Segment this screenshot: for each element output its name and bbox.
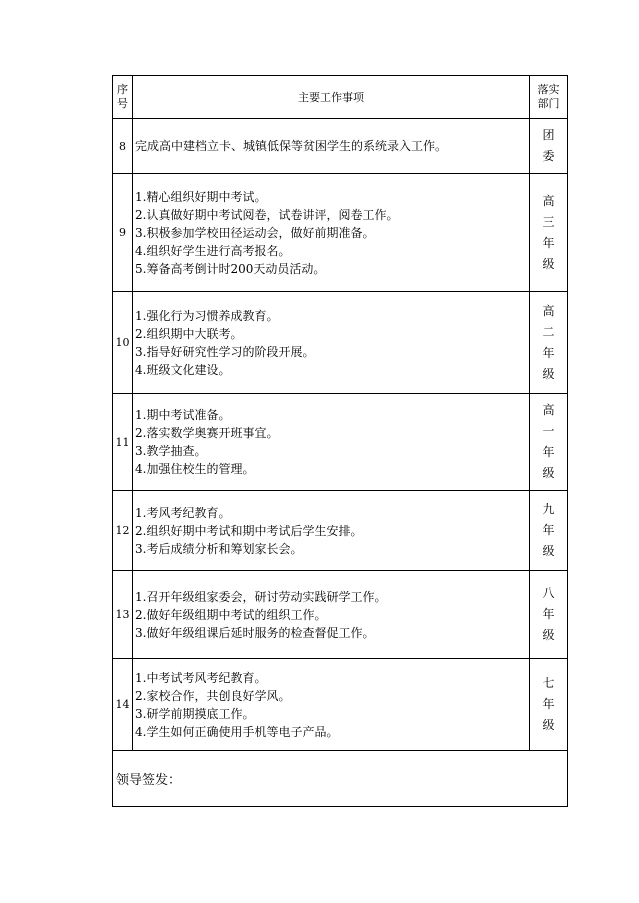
work-item: 5.筹备高考倒计时200天动员活动。 — [135, 261, 326, 276]
work-item: 3.做好年级组课后延时服务的检查督促工作。 — [135, 625, 375, 640]
work-item: 3.教学抽查。 — [135, 444, 207, 458]
table-row — [113, 394, 568, 491]
work-item: 2.认真做好期中考试阅卷，试卷讲评，阅卷工作。 — [135, 207, 399, 222]
row-seq-number: 9 — [113, 174, 133, 292]
work-item: 1.考风考纪教育。 — [135, 505, 231, 520]
signature-row — [113, 751, 568, 807]
work-item: 1.期中考试准备。 — [135, 408, 231, 422]
row-department — [530, 174, 568, 292]
row-department — [530, 394, 568, 491]
row-department — [530, 119, 568, 174]
row-department — [530, 571, 568, 659]
row-department — [530, 659, 568, 751]
header-main-items: 主要工作事项 — [133, 76, 530, 119]
row-work-items — [133, 394, 530, 491]
work-item: 4.组织好学生进行高考报名。 — [135, 243, 291, 258]
table-header-row — [113, 76, 568, 119]
table-row — [113, 659, 568, 751]
row-work-items — [133, 174, 530, 292]
work-item: 3.考后成绩分析和筹划家长会。 — [135, 541, 303, 556]
row-work-items — [133, 292, 530, 394]
signature-cell — [113, 751, 568, 807]
work-item: 4.学生如何正确使用手机等电子产品。 — [135, 724, 339, 739]
row-seq-number: 13 — [113, 571, 133, 659]
work-item: 2.组织期中大联考。 — [135, 326, 243, 341]
department-label: 高 二 年 级 — [542, 303, 555, 381]
work-item: 3.指导好研究性学习的阶段开展。 — [135, 344, 315, 359]
table-row — [113, 119, 568, 174]
row-work-items — [133, 119, 530, 174]
work-item: 1.召开年级组家委会，研讨劳动实践研学工作。 — [135, 589, 387, 604]
work-item: 3.积极参加学校田径运动会，做好前期准备。 — [135, 225, 375, 240]
row-seq-number: 11 — [113, 394, 133, 491]
table-row — [113, 571, 568, 659]
work-item: 4.加强住校生的管理。 — [135, 462, 255, 476]
work-item: 4.班级文化建设。 — [135, 362, 231, 377]
row-work-items — [133, 659, 530, 751]
row-work-items — [133, 491, 530, 571]
department-label: 高 三 年 级 — [542, 193, 555, 271]
header-department — [530, 76, 568, 119]
row-seq-number: 10 — [113, 292, 133, 394]
table-row — [113, 491, 568, 571]
table-row — [113, 292, 568, 394]
header-seq-label: 序 号 — [117, 83, 128, 110]
department-label: 高 一 年 级 — [542, 403, 555, 480]
work-item: 1.精心组织好期中考试。 — [135, 189, 267, 204]
row-department — [530, 292, 568, 394]
row-work-items — [133, 571, 530, 659]
work-item: 3.研学前期摸底工作。 — [135, 706, 255, 721]
department-label: 九 年 级 — [542, 502, 555, 558]
department-label: 八 年 级 — [542, 586, 555, 642]
department-label: 七 年 级 — [542, 676, 555, 732]
department-label: 团 委 — [542, 128, 555, 163]
row-seq-number: 14 — [113, 659, 133, 751]
work-item: 1.中考试考风考纪教育。 — [135, 670, 267, 685]
work-item: 1.强化行为习惯养成教育。 — [135, 308, 279, 323]
header-seq-number — [113, 76, 133, 119]
leader-signature-label: 领导签发： — [116, 773, 182, 788]
work-plan-table — [112, 75, 568, 807]
row-seq-number: 12 — [113, 491, 133, 571]
work-item: 2.落实数学奥赛开班事宜。 — [135, 426, 279, 440]
row-department — [530, 491, 568, 571]
row-seq-number: 8 — [113, 119, 133, 174]
work-item: 2.组织好期中考试和期中考试后学生安排。 — [135, 523, 363, 538]
header-dept-label: 落实 部门 — [537, 83, 560, 110]
work-item: 2.做好年级组期中考试的组织工作。 — [135, 607, 327, 622]
table-row — [113, 174, 568, 292]
work-item: 完成高中建档立卡、城镇低保等贫困学生的系统录入工作。 — [135, 139, 448, 153]
work-item: 2.家校合作，共创良好学风。 — [135, 688, 291, 703]
